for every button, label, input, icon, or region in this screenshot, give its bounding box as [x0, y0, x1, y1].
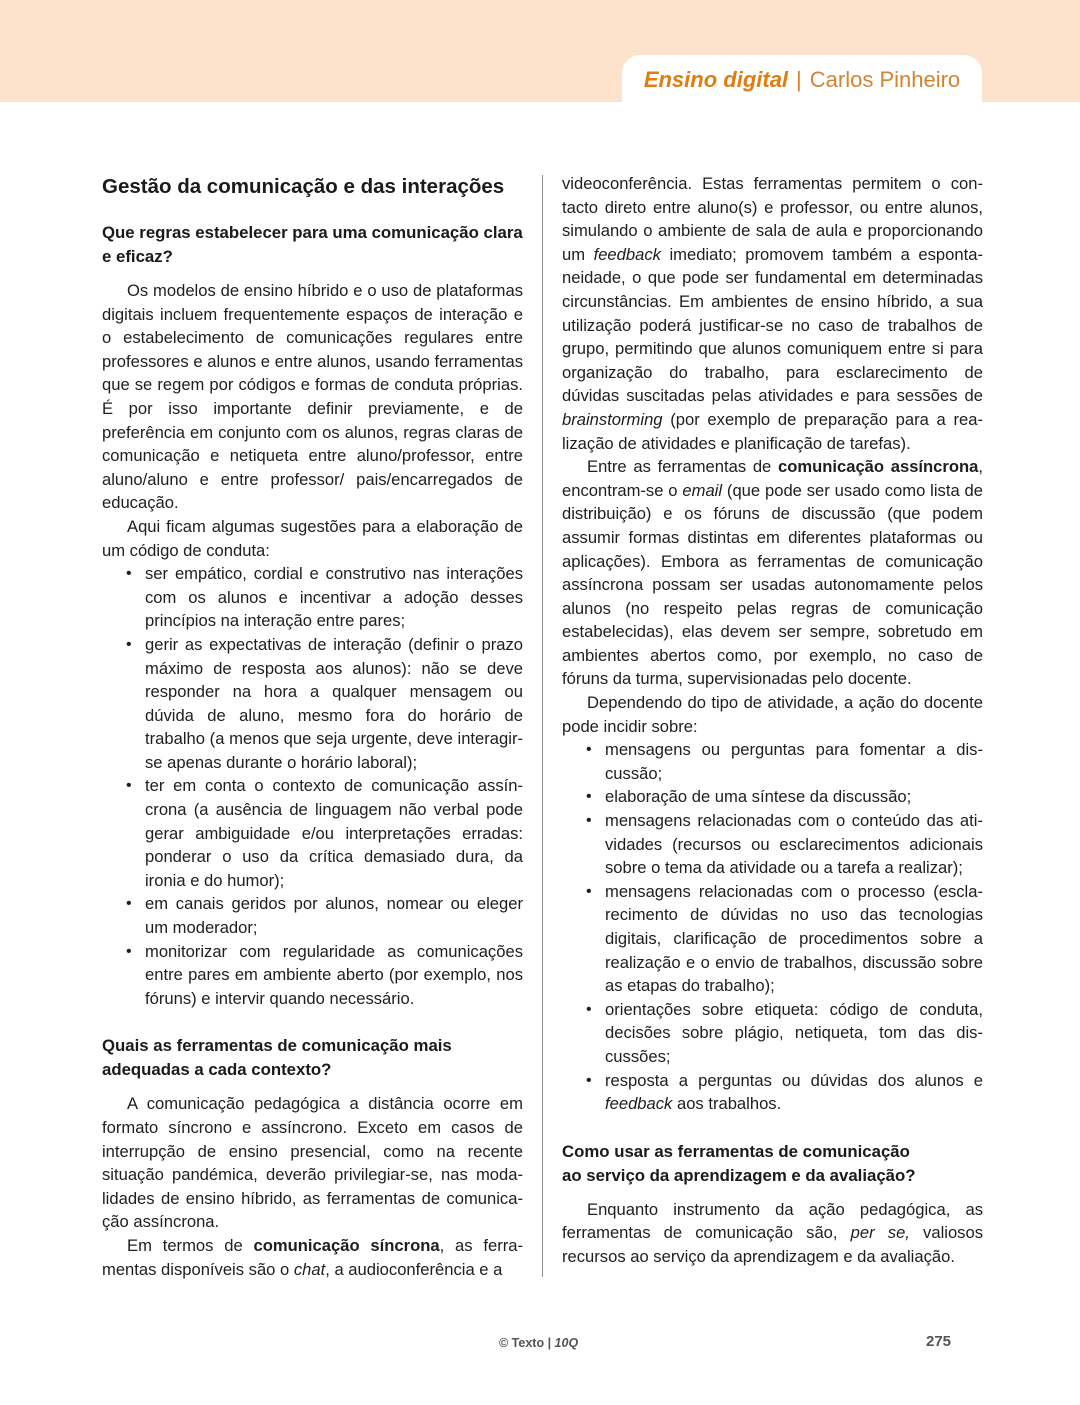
- paragraph: Os modelos de ensino híbrido e o uso de plataformas digitais incluem frequentemente espaços de interação e o estabelecimento de comunicações regulares entre professores e alunos e entre alunos, usando ferramentas que se regem por códigos e formas de conduta próprias. É por isso importante definir previamente, e de preferência em conjunto com os alunos, regras claras de comunicação e netiqueta entre aluno/professor, entre aluno/aluno e entre professor/ pais/encarregados de educação.: [102, 281, 523, 513]
- left-column: [102, 172, 523, 1281]
- list-item: [586, 1069, 983, 1116]
- author-name: Carlos Pinheiro: [809, 67, 961, 92]
- footer-copyright: [499, 1336, 578, 1350]
- teacher-actions-list: [586, 738, 983, 1116]
- question-heading-3: [562, 1140, 983, 1188]
- conduct-code-list: [126, 562, 523, 1010]
- list-item: • em canais geridos por alunos, nomear ou eleger um moderador;: [126, 892, 523, 939]
- paragraph: [562, 1198, 983, 1269]
- list-item: • monitorizar com regularidade as comunicações entre pares em ambiente aberto (por exemplo, nos fóruns) e intervir quando necessário.: [126, 940, 523, 1011]
- running-header: [622, 55, 982, 105]
- text-run: aos trabalhos.: [672, 1094, 782, 1114]
- paragraph: A comunicação pedagógica a distância ocorre em formato síncrono e assíncrono. Exceto em casos de interrupção de ensino presencial, como na recente situação pandémica, deverão privilegiar-se, nas modalidades de ensino híbrido, as ferramentas de comunicação assíncrona.: [102, 1094, 523, 1232]
- list-item: • gerir as expectativas de interação (definir o prazo máximo de resposta aos alunos): não se deve responder na hora a qualquer mensagem ou dúvida de aluno, mesmo fora do horário de trabalho (a menos que seja urgente, deve interagir-se apenas durante o horário laboral);: [126, 633, 523, 775]
- right-column: [562, 172, 983, 1269]
- page-number: 275: [926, 1333, 952, 1350]
- imprint-name: 10Q: [554, 1336, 579, 1350]
- list-item: • mensagens relacionadas com o conteúdo das atividades (recursos ou esclarecimentos adicionais sobre o tema da atividade ou a tarefa a realizar);: [586, 809, 983, 880]
- list-item: • orientações sobre etiqueta: código de conduta, decisões sobre plágio, netiqueta, tom das discussões;: [586, 998, 983, 1069]
- text-run: (que pode ser usado como lista de distribuição) e os fóruns de discussão (que podem assumir formas distintas em diferentes plataformas ou aplicações). Embora as ferramentas de comunicação assíncrona possam ser usadas autonomamente pelos alunos (no respeito pelas regras de comunicação estabelecidas), elas devem ser sempre, sobretudo em ambientes abertos como, por exemplo, no caso de fóruns da turma, supervisionadas pelo docente.: [562, 480, 983, 689]
- text-run: , encontram-se o: [562, 457, 983, 500]
- list-item: • elaboração de uma síntese da discussão;: [586, 785, 983, 809]
- italic-term: brainstorming: [562, 409, 663, 429]
- text-run: (por exemplo de preparação para a realização de atividades e planificação de tarefas).: [562, 409, 983, 453]
- paragraph: Aqui ficam algumas sugestões para a elaboração de um código de conduta:: [102, 516, 523, 560]
- heading-line: Como usar as ferramentas de comunicação: [562, 1141, 910, 1161]
- italic-term: feedback: [605, 1094, 673, 1114]
- text-run: , as ferramentas disponíveis são o: [102, 1235, 524, 1279]
- text-run: Em termos de: [127, 1235, 254, 1255]
- italic-term: feedback: [593, 244, 661, 264]
- column-divider: [542, 175, 543, 1277]
- text-run: videoconferência. Estas ferramentas permitem o contacto direto entre aluno(s) e professor, ou entre alunos, simulando o ambiente de sala de aula e proporcionando um: [562, 174, 983, 264]
- header-separator: |: [796, 67, 802, 92]
- italic-term: chat: [293, 1259, 326, 1279]
- bold-term: comunicação assíncrona: [777, 457, 979, 477]
- spacer: [102, 1010, 523, 1034]
- question-heading-2: Quais as ferramentas de comunicação mais adequadas a cada contexto?: [102, 1036, 452, 1080]
- heading-line: ao serviço da aprendizagem e da avaliação?: [562, 1165, 916, 1185]
- list-item: • mensagens relacionadas com o processo (esclarecimento de dúvidas no uso das tecnologias digitais, clarificação de procedimentos sobre a realização e o envio de trabalhos, discussão sobre as etapas do trabalho);: [586, 880, 983, 998]
- italic-term: email: [682, 480, 723, 500]
- bold-term: comunicação síncrona: [253, 1235, 440, 1255]
- list-item: • ter em conta o contexto de comunicação assíncrona (a ausência de linguagem não verbal pode gerar ambiguidade e/ou interpretações erradas: ponderar o uso da crítica demasiado dura, da ironia e do humor);: [126, 774, 523, 892]
- italic-term: per se,: [850, 1223, 910, 1243]
- paragraph: Dependendo do tipo de atividade, a ação do docente pode incidir sobre:: [562, 693, 983, 736]
- paragraph: [562, 455, 983, 691]
- paragraph-continued: [562, 172, 983, 455]
- copyright-text: © Texto |: [499, 1336, 555, 1350]
- text-run: imediato; promovem também a espontaneidade, o que pode ser fundamental em determinadas circunstâncias. Em ambientes de ensino híbrido, a sua utilização poderá justificar-se no caso de trabalhos de grupo, permitindo que alunos comuniquem entre si para organização do trabalho, para esclarecimento de dúvidas suscitadas pelas atividades e para sessões de: [562, 244, 983, 406]
- text-run: valiosos recursos ao serviço da aprendizagem e da avaliação.: [562, 1223, 984, 1266]
- book-title: Ensino digital: [643, 67, 789, 92]
- paragraph: [102, 1234, 523, 1281]
- text-run: resposta a perguntas ou dúvidas dos alunos e: [605, 1070, 983, 1090]
- section-title: Gestão da comunicação e das interações: [102, 175, 505, 198]
- spacer: [562, 1116, 983, 1140]
- text-run: Entre as ferramentas de: [587, 457, 778, 477]
- text-run: , a audioconferência e a: [325, 1259, 503, 1279]
- question-heading-1: Que regras estabelecer para uma comunicação clara e eficaz?: [102, 223, 523, 266]
- list-item: • ser empático, cordial e construtivo nas interações com os alunos e incentivar a adoção desses princípios na interação entre pares;: [126, 562, 523, 633]
- list-item: • mensagens ou perguntas para fomentar a discussão;: [586, 738, 983, 785]
- text-run: Enquanto instrumento da ação pedagógica, as ferramentas de comunicação são,: [562, 1199, 983, 1243]
